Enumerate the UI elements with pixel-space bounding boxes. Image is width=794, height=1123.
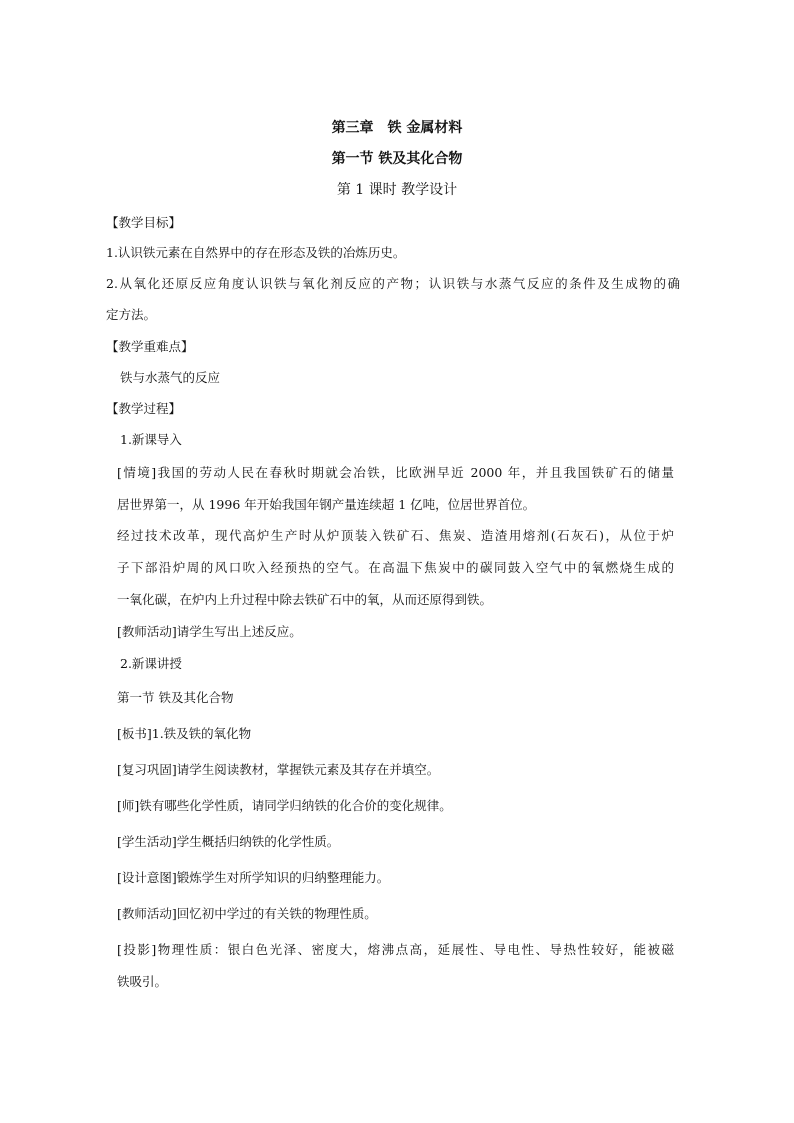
step-1-heading: 1.新课导入 xyxy=(120,432,182,447)
objectives-heading: 【教学目标】 xyxy=(106,215,182,230)
context-line-5: 一氧化碳，在炉内上升过程中除去铁矿石中的氧，从而还原得到铁。 xyxy=(117,592,493,607)
context-line-1: [情境]我国的劳动人民在春秋时期就会冶铁，比欧洲早近 2000 年，并且我国铁矿石的储量 xyxy=(117,465,674,480)
teacher-question: [师]铁有哪些化学性质，请同学归纳铁的化合价的变化规律。 xyxy=(117,798,452,813)
context-line-3: 经过技术改革，现代高炉生产时从炉顶装入铁矿石、焦炭、造渣用熔剂(石灰石)，从位于炉 xyxy=(117,528,674,543)
teacher-activity-1: [教师活动]请学生写出上述反应。 xyxy=(117,624,302,639)
teacher-activity-2: [教师活动]回忆初中学过的有关铁的物理性质。 xyxy=(117,906,377,921)
design-intent: [设计意图]锻炼学生对所学知识的归纳整理能力。 xyxy=(117,870,390,885)
projection-line-2: 铁吸引。 xyxy=(117,974,168,989)
review-note: [复习巩固]请学生阅读教材，掌握铁元素及其存在并填空。 xyxy=(117,762,440,777)
key-points-heading: 【教学重难点】 xyxy=(106,339,194,354)
projection-line-1: [投影]物理性质：银白色光泽、密度大，熔沸点高，延展性、导电性、导热性较好，能被磁 xyxy=(117,942,674,957)
board-note: [板书]1.铁及铁的氧化物 xyxy=(117,726,252,741)
objective-2-line-1: 2.从氧化还原反应角度认识铁与氧化剂反应的产物；认识铁与水蒸气反应的条件及生成物的确 xyxy=(106,276,680,291)
section-repeat: 第一节 铁及其化合物 xyxy=(117,690,234,705)
context-line-2: 居世界第一，从 1996 年开始我国年钢产量连续超 1 亿吨，位居世界首位。 xyxy=(117,497,536,512)
objective-1: 1.认识铁元素在自然界中的存在形态及铁的冶炼历史。 xyxy=(106,245,406,260)
context-line-4: 子下部沿炉周的风口吹入经预热的空气。在高温下焦炭中的碳同鼓入空气中的氧燃烧生成的 xyxy=(117,560,674,575)
chapter-title: 第三章 铁 金属材料 xyxy=(331,120,463,136)
key-point: 铁与水蒸气的反应 xyxy=(120,370,221,385)
step-2-heading: 2.新课讲授 xyxy=(120,656,182,671)
section-title: 第一节 铁及其化合物 xyxy=(331,151,463,167)
process-heading: 【教学过程】 xyxy=(106,401,182,416)
student-activity: [学生活动]学生概括归纳铁的化学性质。 xyxy=(117,834,340,849)
objective-2-line-2: 定方法。 xyxy=(106,307,157,322)
lesson-title: 第 1 课时 教学设计 xyxy=(336,182,458,198)
